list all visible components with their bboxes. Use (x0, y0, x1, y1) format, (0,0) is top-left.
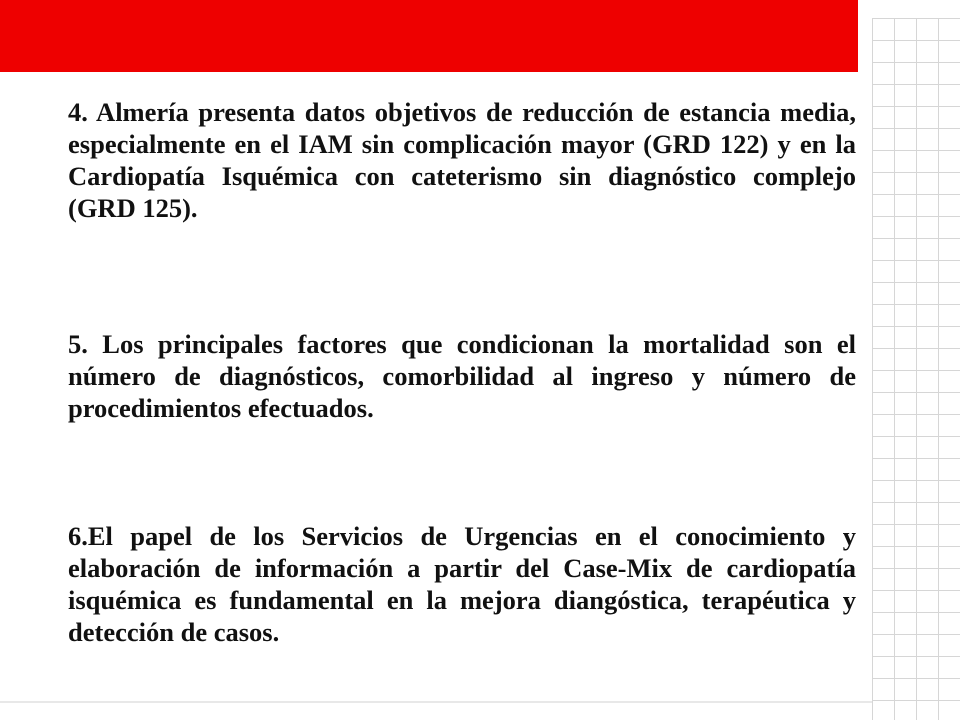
paragraph-conclusion-5: 5. Los principales factores que condicionan la mortalidad son el número de diagnósticos, comorbilidad al ingreso y número de procedimientos efectuados. (68, 329, 856, 423)
paragraph-conclusion-6: 6.El papel de los Servicios de Urgencias en el conocimiento y elaboración de información a partir del Case-Mix de cardiopatía isquémica es fundamental en la mejora diangóstica, terapéutica y detección de casos. (68, 521, 856, 647)
bottom-divider (0, 701, 872, 703)
decorative-grid-panel (872, 18, 960, 720)
header-red-banner (0, 0, 858, 72)
paragraph-conclusion-4: 4. Almería presenta datos objetivos de reducción de estancia media, especialmente en el IAM sin complicación mayor (GRD 122) y en la Cardiopatía Isquémica con cateterismo sin diagnóstico complejo (GRD 125). (68, 97, 856, 223)
